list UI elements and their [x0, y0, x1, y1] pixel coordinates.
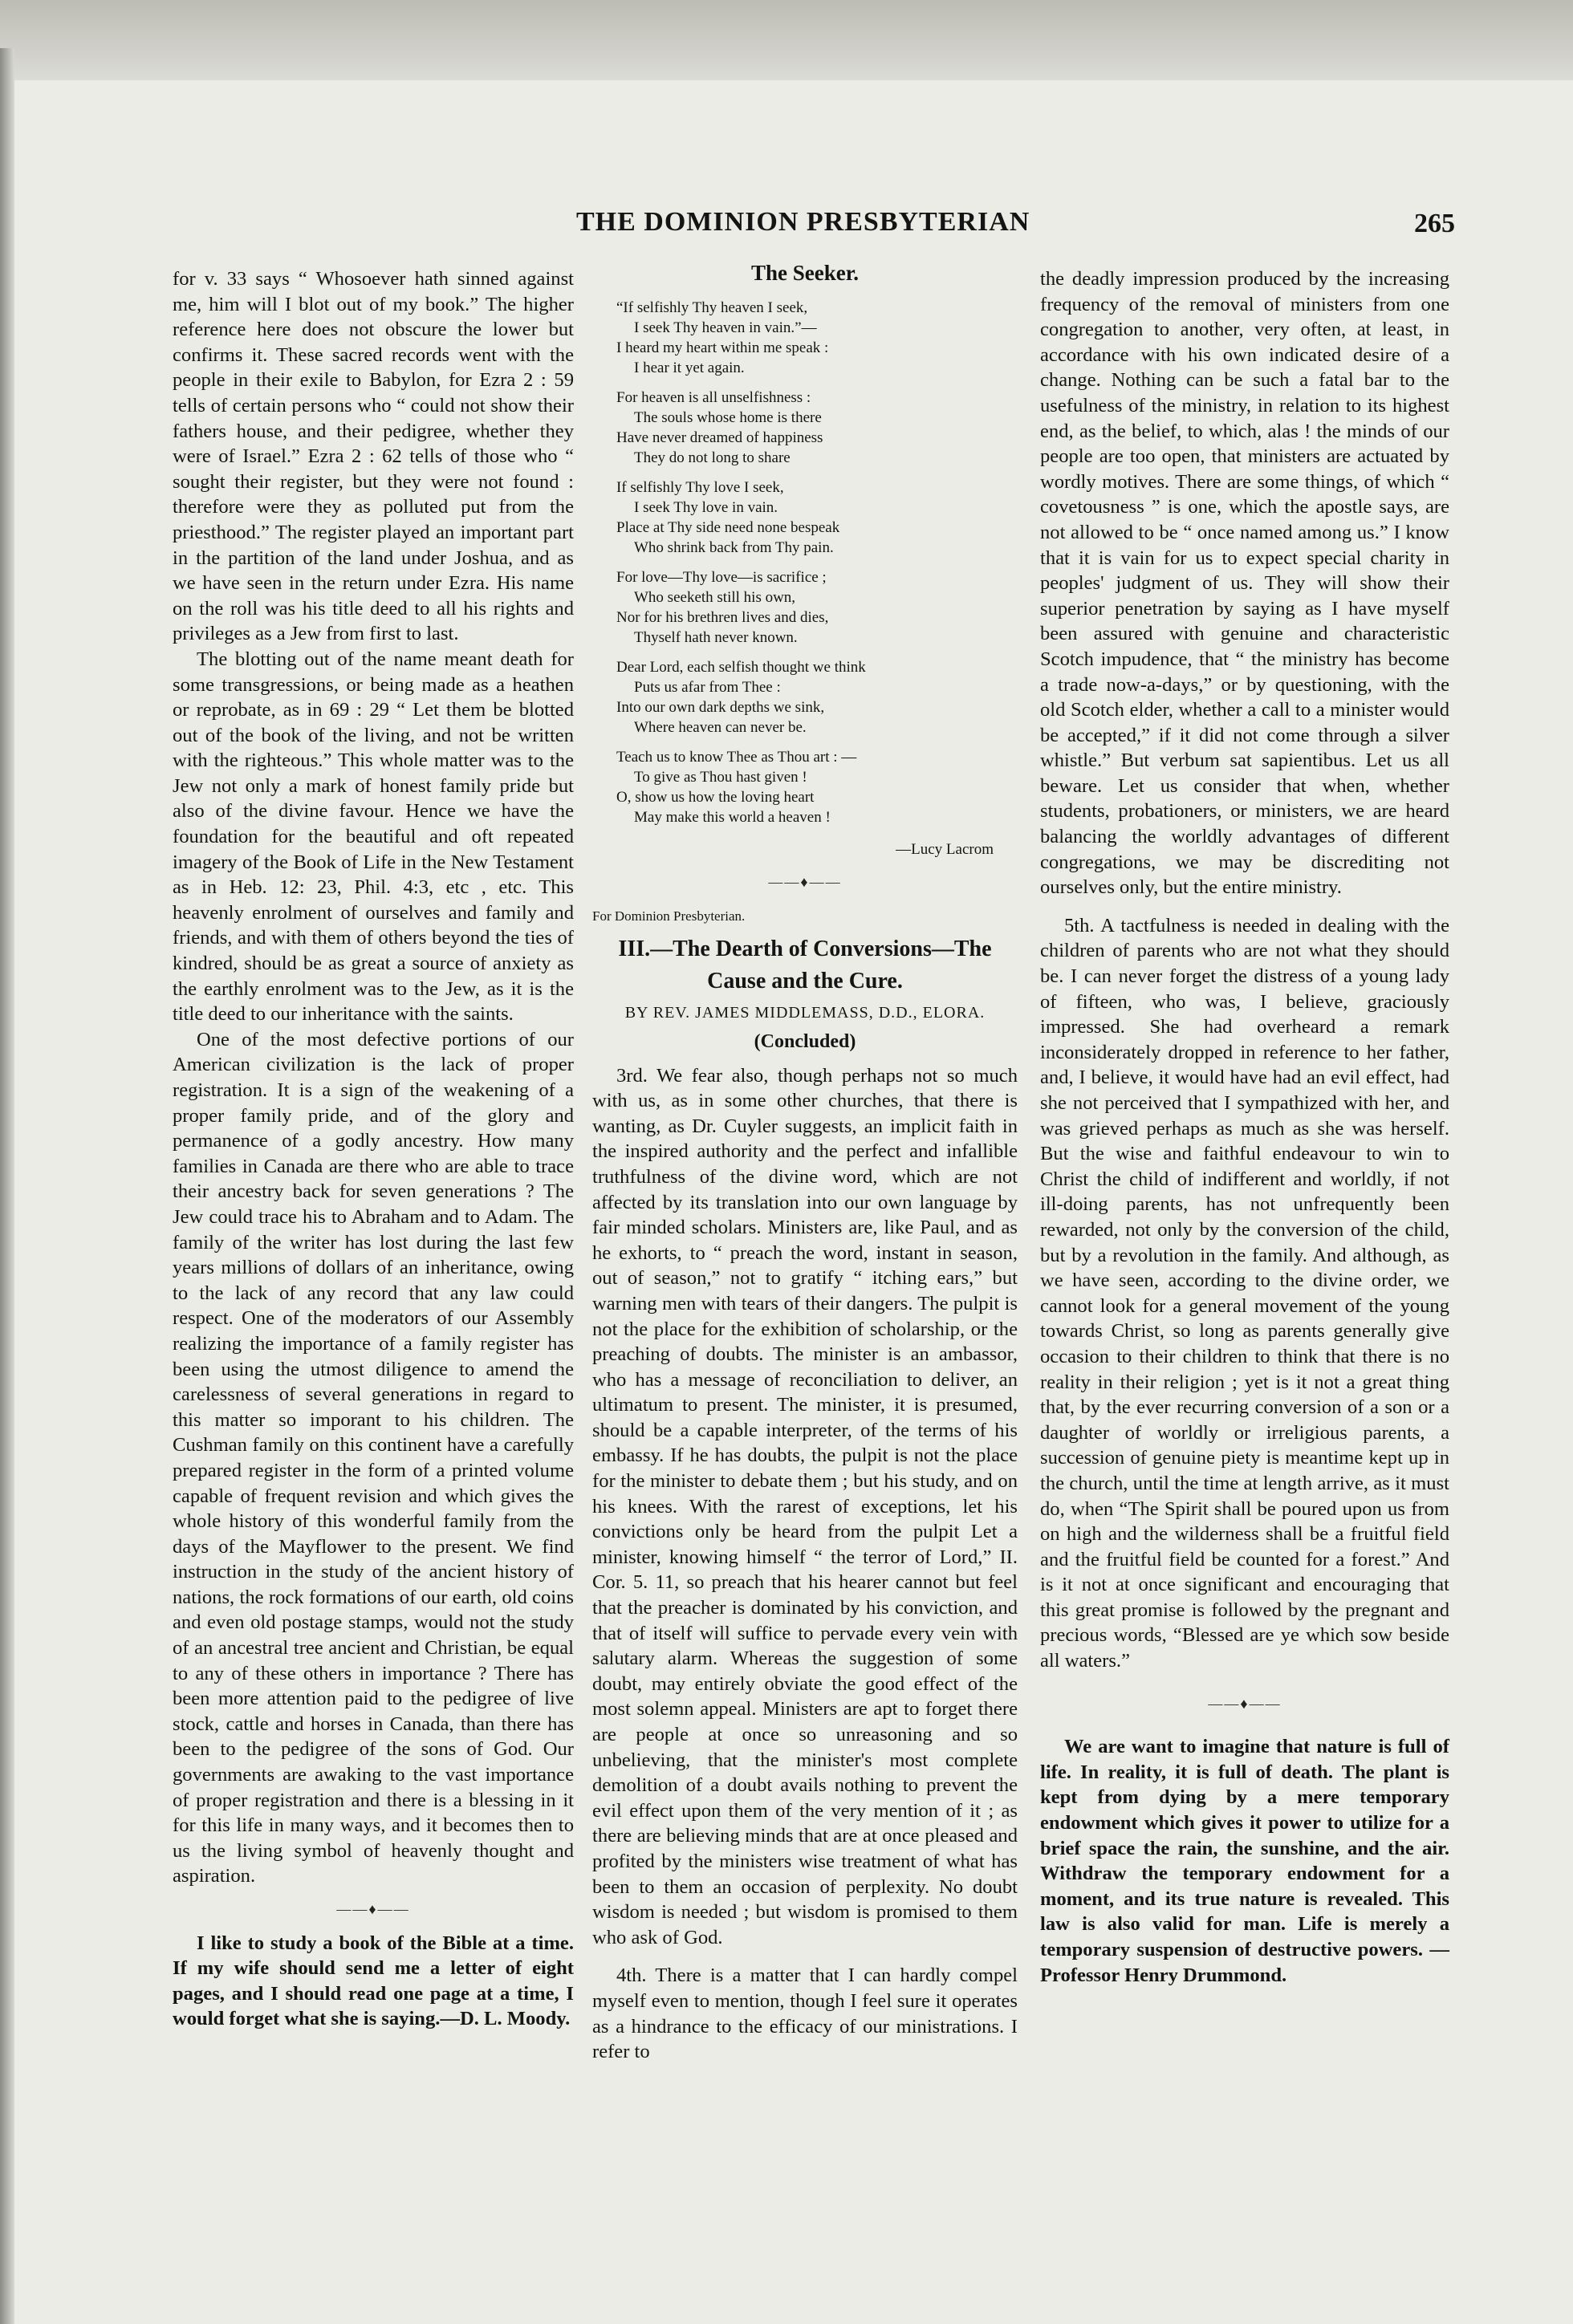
- article-source: For Dominion Presbyterian.: [592, 908, 746, 924]
- poem-line: Into our own dark depths we sink,: [616, 698, 825, 716]
- poem-stanza: [616, 567, 1018, 648]
- newspaper-title: THE DOMINION PRESBYTERIAN: [576, 207, 1030, 237]
- poem-line: “If selfishly Thy heaven I seek,: [616, 299, 808, 316]
- poem-line: I heard my heart within me speak :: [616, 339, 829, 356]
- article-title: III.—The Dearth of Conversions—The Cause and the Cure.: [618, 937, 992, 994]
- poem-line: For love—Thy love—is sacrifice ;: [616, 568, 827, 586]
- article-paragraph-5th: 5th. A tactfulness is needed in dealing with the children of parents who are not what they should be. I can never forget the distress of a young lady of fifteen, who was, I believe, graciously impressed. She had overheard a remark inconsiderately dropped in reference to her father, and, I believe, it would have had an evil effect, had she not perceived that I sympathized with her, and was grieved perhaps as much as she was herself. But the wise and faithful endeavour to win to Christ the child of indifferent and worldly, if not ill-doing parents, has not unfrequently been rewarded, not only by the conversion of the child, but by a revolution in the family. And although, as we have seen, according to the divine order, we cannot look for a general movement of the young towards Christ, so long as parents generally give occasion to their children to think that there is no reality in their religion ; yet is it not a great thing that, by the ever recurring conversion of a son or a daughter of worldly or irreligious parents, a succession of genuine piety is meantime kept up in the church, until the time at length arrive, as it must do, when “The Spirit shall be poured upon us from on high and the wilderness shall be a fruitful field and the fruitful field be counted for a forest.” And is it not at once significant and encouraging that this great promise is followed by the pregnant and precious words, “Blessed are ye which sow beside all waters.”: [1040, 914, 1449, 1672]
- separator-rule: ——♦——: [1208, 1695, 1282, 1712]
- poem-line: Thyself hath never known.: [634, 628, 798, 646]
- poem-line: Puts us afar from Thee :: [634, 678, 781, 696]
- poem-line: May make this world a heaven !: [634, 808, 831, 826]
- column-left: [173, 266, 574, 2032]
- poem-line: The souls whose home is there: [634, 408, 822, 426]
- column-middle: [592, 261, 1018, 2065]
- moody-quote: I like to study a book of the Bible at a time. If my wife should send me a letter of eight pages, and I should read one page at a time, I would forget what she is saying.—D. L. Moody.: [173, 1932, 574, 2030]
- poem-line: Who seeketh still his own,: [634, 588, 796, 606]
- poem-line: I seek Thy love in vain.: [634, 498, 778, 516]
- article-byline: BY REV. JAMES MIDDLEMASS, D.D., ELORA.: [624, 1004, 986, 1022]
- poem-line: To give as Thou hast given !: [634, 768, 807, 786]
- column-right: [1040, 266, 1449, 1988]
- poem-line: O, show us how the loving heart: [616, 788, 815, 806]
- poem-line: I hear it yet again.: [634, 359, 745, 376]
- page-top-edge: [0, 0, 1573, 80]
- poem-stanza: [616, 477, 1018, 558]
- poem-line: If selfishly Thy love I seek,: [616, 478, 784, 496]
- poem-stanza: [616, 657, 1018, 737]
- poem-line: They do not long to share: [634, 449, 791, 466]
- register-paragraph-1: for v. 33 says “ Whosoever hath sinned against me, him will I blot out of my book.” The higher reference here does not obscure the lower but confirms it. These sacred records went with the people in their exile to Babylon, for Ezra 2 : 59 tells of certain persons who “ could not show their fathers house, and their pedigree, whether they were of Israel.” Ezra 2 : 62 tells of those who “ sought their register, but they were not found : therefore were they as polluted put from the priesthood.” The register played an important part in the partition of the land under Joshua, and as we have seen in the return under Ezra. His name on the roll was his title deed to all his rights and privileges as a Jew from first to last.: [173, 268, 574, 645]
- page-number: 265: [1414, 209, 1455, 238]
- article-concluded: (Concluded): [754, 1030, 856, 1052]
- poem-line: For heaven is all unselfishness :: [616, 388, 811, 406]
- poem-line: Who shrink back from Thy pain.: [634, 538, 834, 556]
- poem-line: Place at Thy side need none bespeak: [616, 518, 840, 536]
- poem-line: Where heaven can never be.: [634, 718, 807, 736]
- poem-line: Nor for his brethren lives and dies,: [616, 608, 829, 626]
- poem-line: I seek Thy heaven in vain.”—: [634, 319, 817, 336]
- poem-stanza: [616, 388, 1018, 468]
- poem-line: Teach us to know Thee as Thou art : —: [616, 748, 857, 766]
- poem-title: The Seeker.: [751, 261, 859, 285]
- poem-line: Have never dreamed of happiness: [616, 429, 823, 446]
- separator-rule: ——♦——: [768, 874, 842, 891]
- separator-rule: ——♦——: [336, 1901, 410, 1917]
- article-paragraph-3rd: 3rd. We fear also, though perhaps not so much with us, as in some other churches, that there is wanting, as Dr. Cuyler suggests, an implicit faith in the inspired authority and the perfect and infallible truthfulness of the divine word, which are not affected by its translation into our own language by fair minded scholars. Ministers are, like Paul, and as he exhorts, to “ preach the word, instant in season, out of season,” not to gratify “ itching ears,” but warning men with tears of their dangers. The pulpit is not the place for the exhibition of scholarship, or the preaching of doubts. The minister is an ambassor, who has a message of reconciliation to deliver, an ultimatum to present. The minister, it is presumed, should be a capable interpreter, of the terms of his embassy. If he has doubts, the pulpit is not the place for the minister to debate them ; but his study, and on his knees. With the rarest of exceptions, let his convictions only be heard from the pulpit Let a minister, knowing himself “ the terror of Lord,” II. Cor. 5. 11, so preach that his hearer cannot but feel that the preacher is dominated by his conviction, and that of itself will suffice to pervade every vein with salutary alarm. Whereas the suggestion of some doubt, may entirely obviate the good effect of the most solemn appeal. Ministers are apt to forget there are people at once so unreasoning and so unbelieving, that the minister's most complete demolition of a doubt avails nothing to prevent the evil effect upon them of the very mention of it ; as there are believing minds that are at once pleased and profited by the ministers wise treatment of what has been to them an occasion of perplexity. No doubt wisdom is needed ; but wisdom is promised to them who ask of God.: [592, 1064, 1018, 1948]
- poem-stanza: [616, 298, 1018, 378]
- poem-line: Dear Lord, each selfish thought we think: [616, 658, 866, 676]
- register-paragraph-3: One of the most defective portions of our American civilization is the lack of proper registration. It is a sign of the weakening of a proper family pride, and of the glory and permanence of a godly ancestry. How many families in Canada are there who are able to trace their ancestry back for seven generations ? The Jew could trace his to Abraham and to Adam. The family of the writer has lost during the last few years millions of dollars of an inheritance, owing to the lack of any record that any law could respect. One of the moderators of our Assembly realizing the importance of a family register has been using the utmost diligence to amend the carelessness of several generations in regard to this matter so imporant to his children. The Cushman family on this continent have a carefully prepared register in the form of a printed volume capable of frequent revision and which gives the whole history of this wonderful family from the days of the Mayflower to the present. We find instruction in the study of the ancient history of nations, the rock formations of our earth, old coins and even old postage stamps, would not the study of an ancestral tree ancient and Christian, be equal to any of these others in importance ? There has been more attention paid to the pedigree of live stock, cattle and horses in Canada, than there has been to the pedigree of the sons of God. Our governments are awaking to the vast importance of proper registration and there is a blessing in it for this life in many ways, and it becomes then to us the living symbol of heavenly thought and aspiration.: [173, 1028, 574, 1887]
- article-paragraph-4th-continued: the deadly impression produced by the increasing frequency of the removal of ministers from one congregation to another, very often, at least, in accordance with his own indicated desire of a change. Nothing can be such a fatal bar to the usefulness of the ministry, in relation to its highest end, as the belief, to which, alas ! the minds of our people are too open, that ministers are actuated by wordly motives. There are some things, of which “ covetousness ” is one, which the apostle says, are not allowed to be “ once named among us.” I know that it is vain for us to expect special charity in peoples' judgment of us. They will show their superior penetration by saying as I have myself been assured with genuine and characteristic Scotch impudence, that “ the ministry has become a trade now-a-days,” or by questioning, with the old Scotch elder, whether a call to a minister would be accepted,” if it did not come through a silver whistle.” But verbum sat sapientibus. Let us all beware. Let us consider that when, whether students, probationers, or ministers, we are heard balancing the worldly advantages of different congregations, we may be discrediting not ourselves only, but the entire ministry.: [1040, 268, 1449, 899]
- running-header: [0, 207, 1573, 247]
- drummond-quote: We are want to imagine that nature is full of life. In reality, it is full of death. The plant is kept from dying by a mere temporary endowment which gives it power to utilize for a brief space the rain, the sunshine, and the air. Withdraw the temporary endowment for a moment, and its true nature is revealed. This law is also valid for man. Life is merely a temporary suspension of destructive powers. —Professor Henry Drummond.: [1040, 1736, 1449, 1986]
- article-paragraph-4th: 4th. There is a matter that I can hardly compel myself even to mention, though I feel sure it operates as a hindrance to the efficacy of our ministrations. I refer to: [592, 1964, 1018, 2063]
- page-left-edge: [0, 48, 14, 2324]
- poem-stanza: [616, 747, 1018, 827]
- poem-attribution: —Lucy Lacrom: [896, 840, 994, 858]
- register-paragraph-2: The blotting out of the name meant death for some transgressions, or being made as a heathen or reprobate, as in 69 : 29 “ Let them be blotted out of the book of the living, and not be written with the righteous.” This whole matter was to the Jew not only a mark of honest family pride but also of the divine favour. Hence we have the foundation for the beautiful and oft repeated imagery of the Book of Life in the New Testament as in Heb. 12: 23, Phil. 4:3, etc , etc. This heavenly enrolment of ourselves and family and friends, and with them of others beyond the ties of kindred, should be as great a source of anxiety as the earthly enrolment was to the Jew, as it is the title deed to our inheritance with the saints.: [173, 648, 574, 1026]
